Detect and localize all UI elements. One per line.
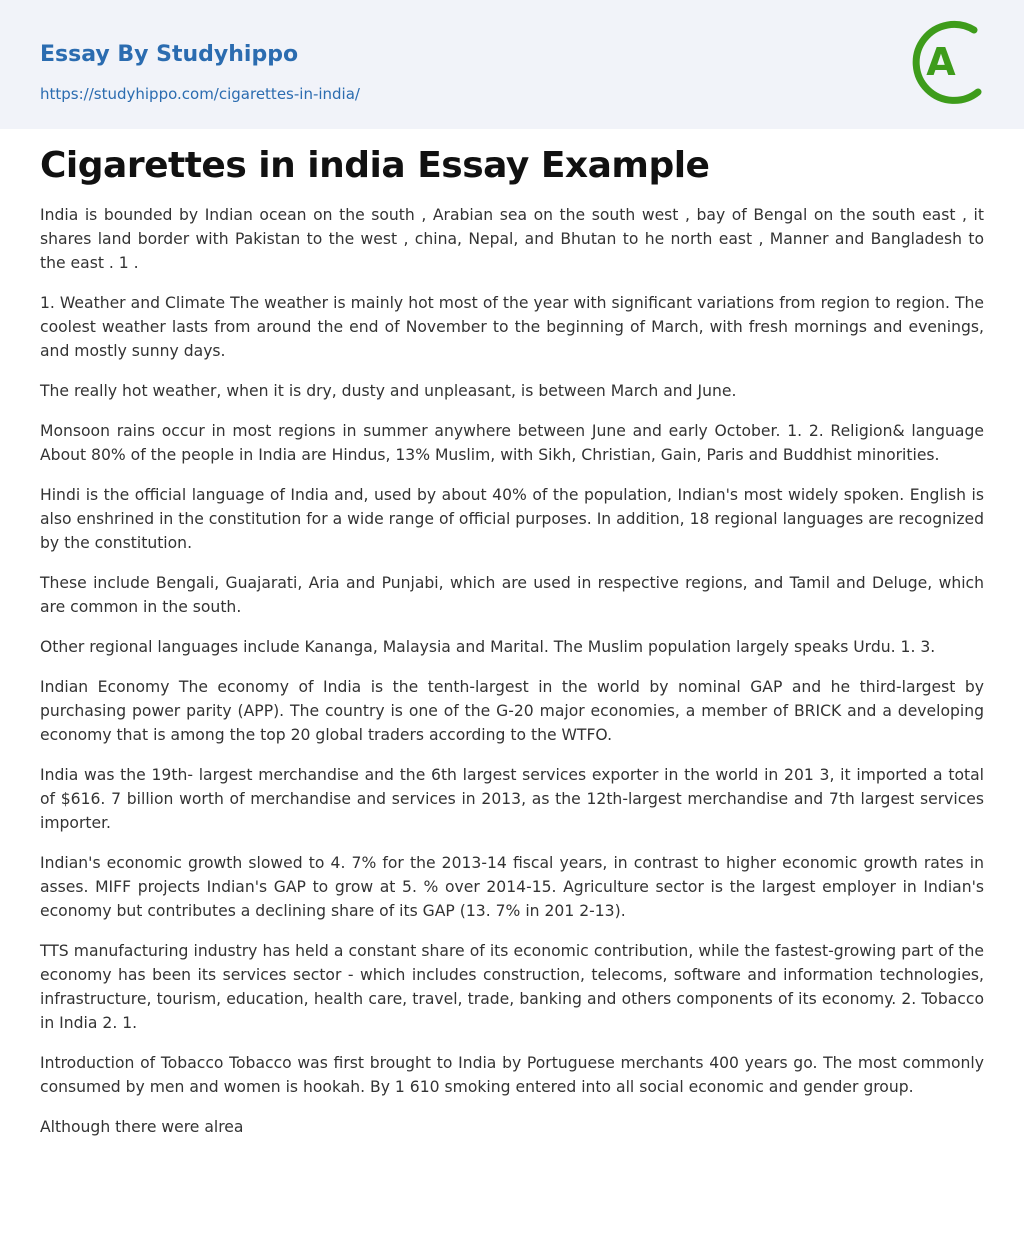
paragraph: Other regional languages include Kananga, Malaysia and Marital. The Muslim population largely speaks Urdu. 1. 3. — [40, 638, 936, 657]
paragraph: India was the 19th- largest merchandise and the 6th largest services exporter in the world in 201 3, it imported a total of $616. 7 billion worth of merchandise and services in 2013, as the 12th-largest merchandise and 7th largest services importer. — [40, 766, 984, 833]
paragraph: Hindi is the official language of India and, used by about 40% of the population, Indian's most widely spoken. English is also enshrined in the constitution for a wide range of official purposes. In addition, 18 regional languages are recognized by the constitution. — [40, 486, 984, 553]
site-brand[interactable]: Essay By Studyhippo — [40, 42, 299, 67]
studyhippo-logo-icon[interactable] — [912, 18, 988, 106]
paragraph: Indian Economy The economy of India is the tenth-largest in the world by nominal GAP and he third-largest by purchasing power parity (APP). The country is one of the G-20 major economies, a member of BRICK and a developing economy that is among the top 20 global traders according to the WTFO. — [40, 678, 984, 745]
paragraph: Indian's economic growth slowed to 4. 7% for the 2013-14 fiscal years, in contrast to higher economic growth rates in asses. MIFF projects Indian's GAP to grow at 5. % over 2014-15. Agriculture sector is the largest employer in Indian's economy but contributes a declining share of its GAP (13. 7% in 201 2-13). — [40, 854, 984, 921]
paragraph: Introduction of Tobacco Tobacco was first brought to India by Portuguese merchants 400 years go. The most commonly consumed by men and women is hookah. By 1 610 smoking entered into all social economic and gender group. — [40, 1054, 984, 1097]
article — [0, 144, 1024, 1139]
paragraph: The really hot weather, when it is dry, dusty and unpleasant, is between March and June. — [40, 382, 737, 401]
site-header — [0, 0, 1024, 129]
article-title: Cigarettes in india Essay Example — [40, 145, 710, 186]
paragraph: Although there were alrea — [40, 1118, 244, 1137]
logo-letter: A — [926, 40, 956, 84]
paragraph: 1. Weather and Climate The weather is mainly hot most of the year with significant variations from region to region. The coolest weather lasts from around the end of November to the beginning of March, with fresh mornings and evenings, and mostly sunny days. — [40, 294, 984, 361]
paragraph: Monsoon rains occur in most regions in summer anywhere between June and early October. 1. 2. Religion& language About 80% of the people in India are Hindus, 13% Muslim, with Sikh, Christian, Gain, Paris and Buddhist minorities. — [40, 422, 984, 465]
paragraph: TTS manufacturing industry has held a constant share of its economic contribution, while the fastest-growing part of the economy has been its services sector - which includes construction, telecoms, software and information technologies, infrastructure, tourism, education, health care, travel, trade, banking and others components of its economy. 2. Tobacco in India 2. 1. — [40, 942, 984, 1033]
paragraph: These include Bengali, Guajarati, Aria and Punjabi, which are used in respective regions, and Tamil and Deluge, which are common in the south. — [40, 574, 984, 617]
essay-url-link[interactable]: https://studyhippo.com/cigarettes-in-india/ — [40, 85, 360, 103]
paragraph: India is bounded by Indian ocean on the south , Arabian sea on the south west , bay of Bengal on the south east , it shares land border with Pakistan to the west , china, Nepal, and Bhutan to he north east , Manner and Bangladesh to the east . 1 . — [40, 206, 984, 273]
